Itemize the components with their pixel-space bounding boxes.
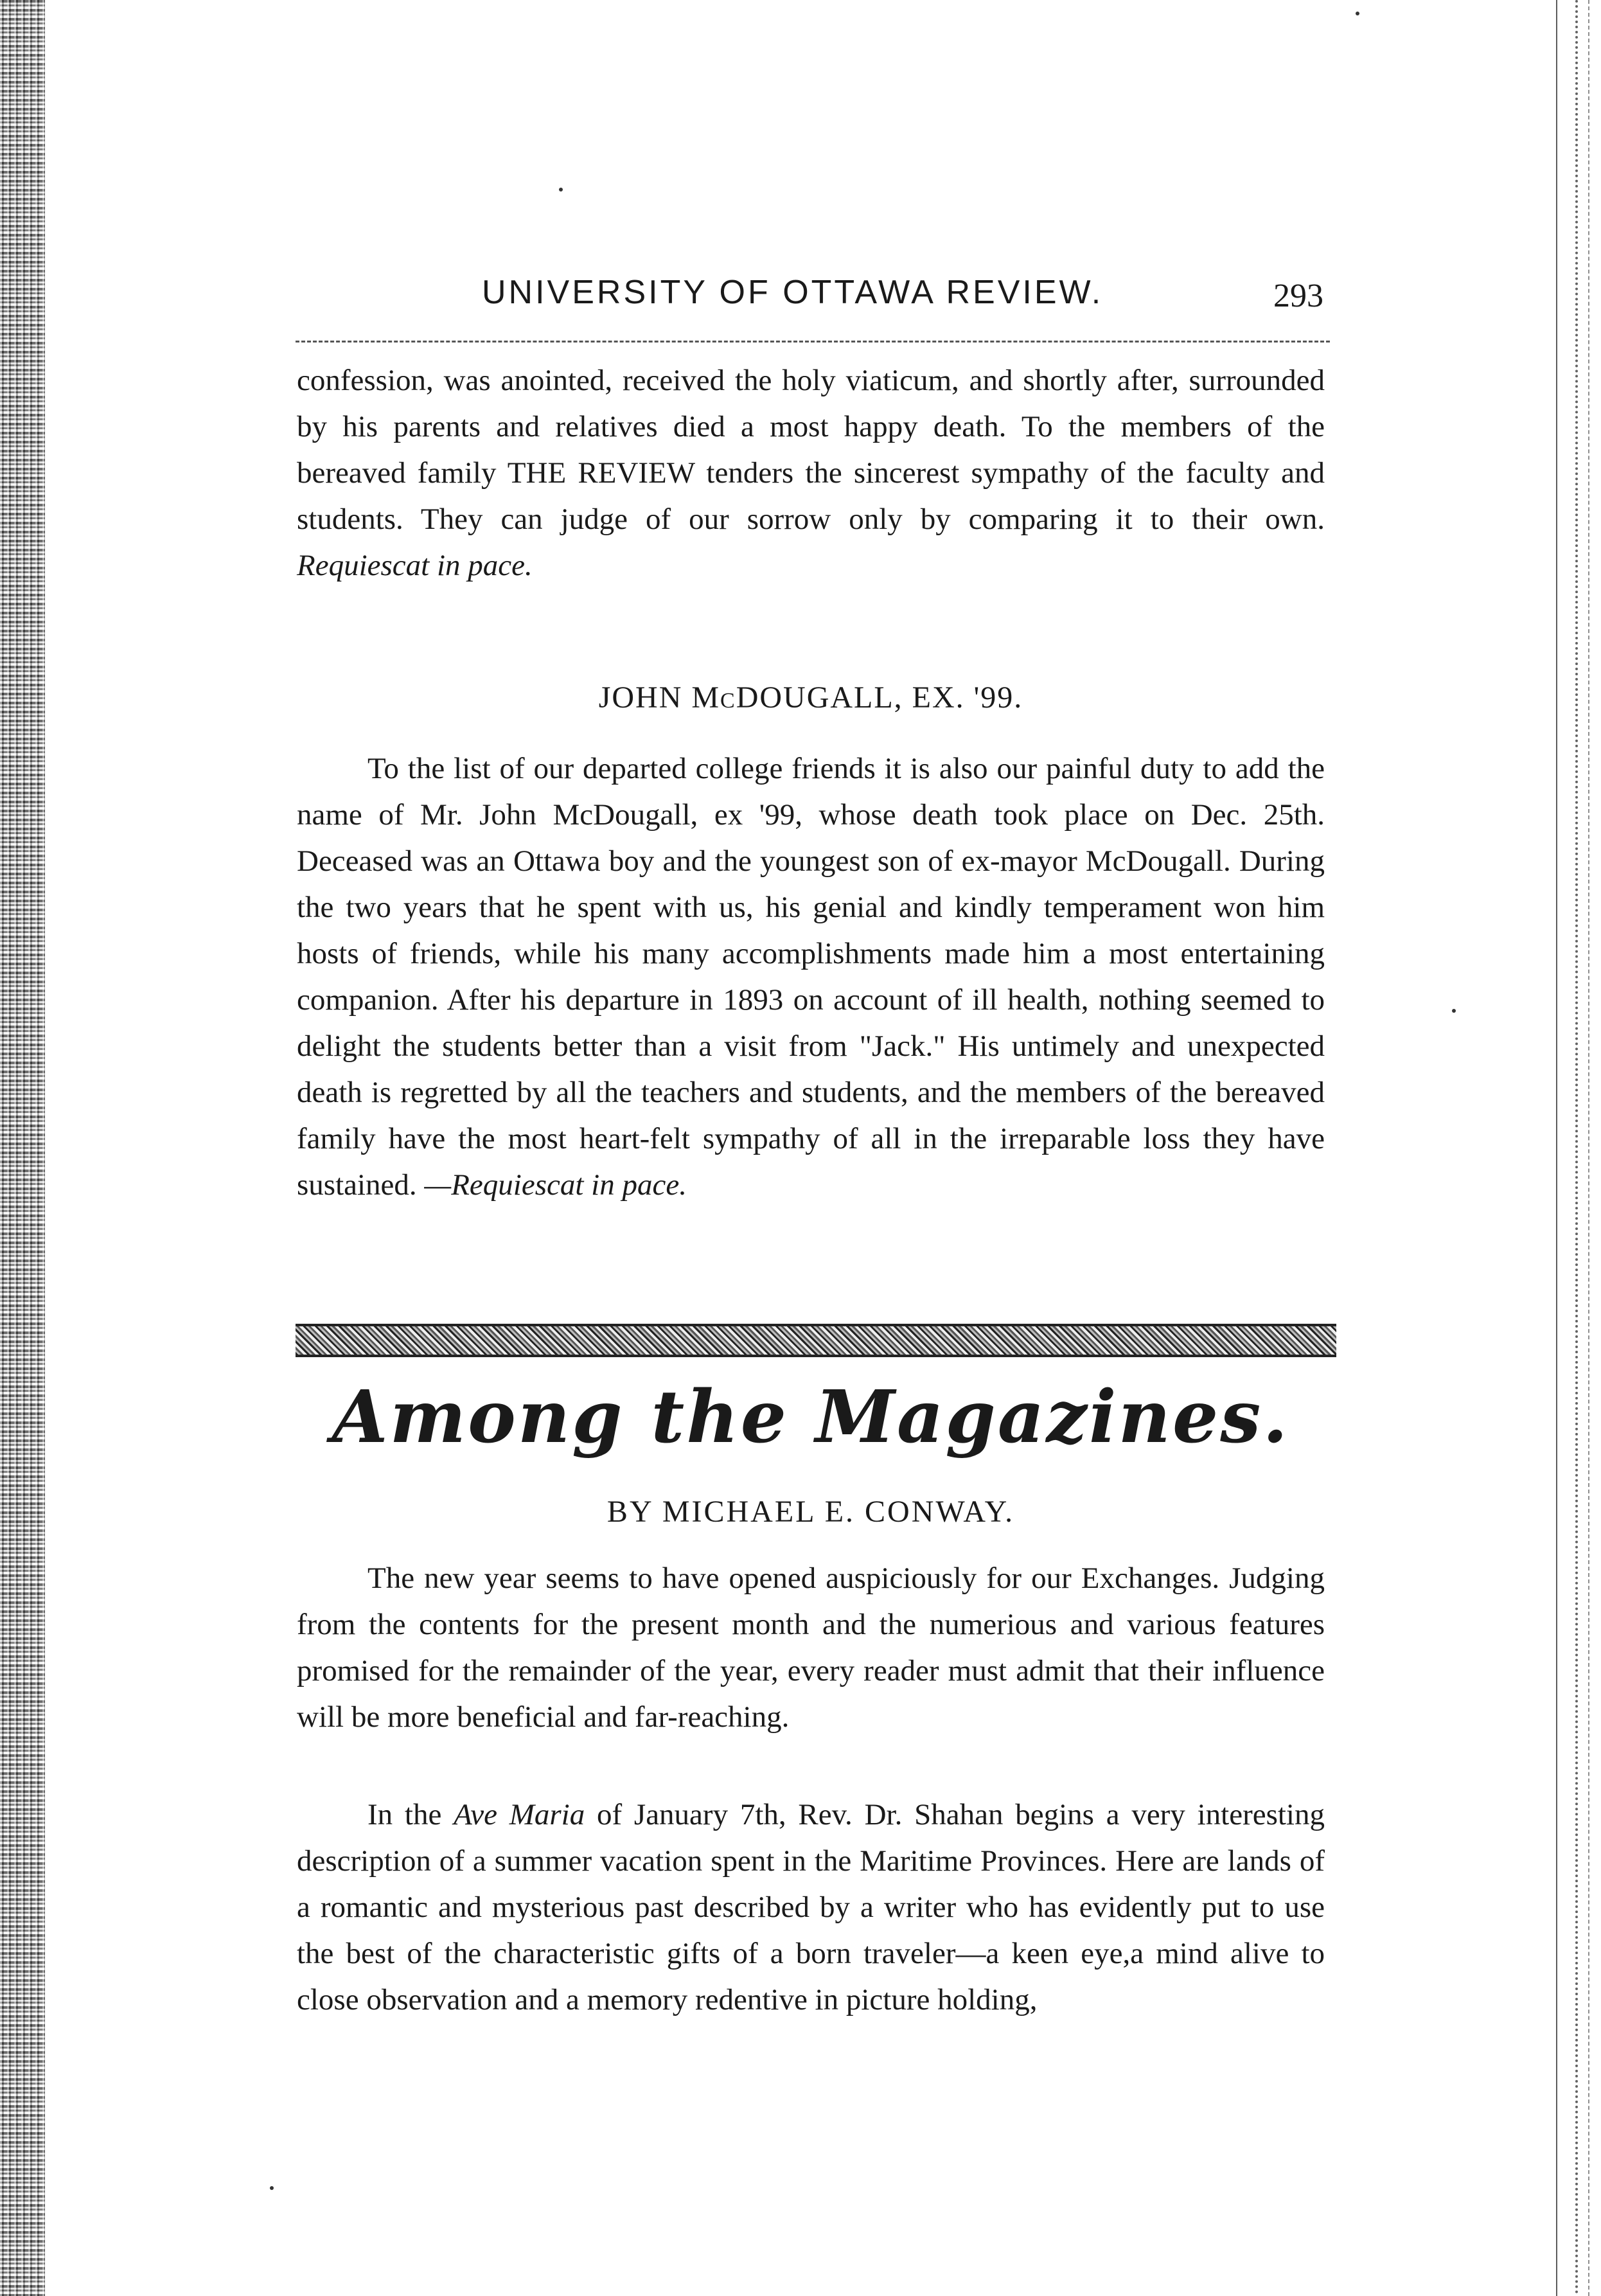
scan-edge-line — [1575, 0, 1578, 2296]
obituary-paragraph — [297, 357, 1325, 589]
obituary-closing: Requiescat in pace. — [297, 549, 533, 582]
obituary-text: To the list of our departed college friends it is also our painful duty to add the name of Mr. John McDougall, ex '99, whose death took place on Dec. 25th. Deceased was an Ottawa boy and the youngest son of ex-mayor McDougall. During the two years that he spent with us, his genial and kindly temperament won him hosts of friends, while his many accomplishments made him a most entertaining companion. After his departure in 1893 on account of ill health, nothing seemed to delight the students better than a visit from "Jack." His untimely and unexpected death is regretted by all the teachers and students, and the members of the bereaved family have the most heart-felt sympathy of all in the irreparable loss they have sustained. — [297, 752, 1325, 1202]
article-text: The new year seems to have opened auspiciously for our Exchanges. Judging from the contents for the present month and the numerious and various features promised for the remainder of the year, every reader must admit that their influence will be more beneficial and far-reaching. — [297, 1562, 1325, 1734]
scan-speck — [270, 2186, 274, 2190]
scan-speck — [559, 188, 563, 191]
article-paragraph — [297, 1792, 1325, 2023]
scan-right-edge — [1537, 0, 1601, 2296]
obituary-heading: JOHN McDOUGALL, EX. '99. — [598, 681, 1023, 715]
scan-binding-edge — [0, 0, 45, 2296]
obituary-closing: —Requiescat in pace. — [424, 1168, 687, 1202]
running-head: UNIVERSITY OF OTTAWA REVIEW. — [482, 274, 1104, 311]
article-text: In the — [367, 1798, 442, 1831]
header-rule — [296, 341, 1330, 343]
scan-edge-line — [1556, 0, 1557, 2296]
byline: BY MICHAEL E. CONWAY. — [606, 1495, 1015, 1529]
article-paragraph — [297, 1555, 1325, 1740]
scan-speck — [1356, 12, 1359, 15]
obituary-text: confession, was anointed, received the holy viaticum, and shortly after, surrounded by his parents and relatives died a most happy death. To the members of the bereaved family THE REVIEW tenders the sincerest sympathy of the faculty and students. They can judge of our sorrow only by comparing it to their own. — [297, 364, 1325, 536]
page-number: 293 — [1273, 278, 1323, 314]
obituary-paragraph — [297, 745, 1325, 1208]
page-header — [289, 273, 1336, 325]
magazine-title: Ave Maria — [454, 1798, 585, 1831]
article-text: of January 7th, Rev. Dr. Shahan begins a very interesting description of a summer vacation spent in the Maritime Provinces. Here are lands of a romantic and mysterious past described by a writer who has evidently put to use the best of the characteristic gifts of a born traveler—a keen eye,a mind alive to close observation and a memory redentive in picture holding, — [297, 1798, 1325, 2016]
ornamental-divider — [296, 1324, 1336, 1357]
section-title: Among the Magazines. — [332, 1375, 1290, 1459]
scan-speck — [1452, 1009, 1456, 1013]
scan-edge-line — [1588, 0, 1589, 2296]
